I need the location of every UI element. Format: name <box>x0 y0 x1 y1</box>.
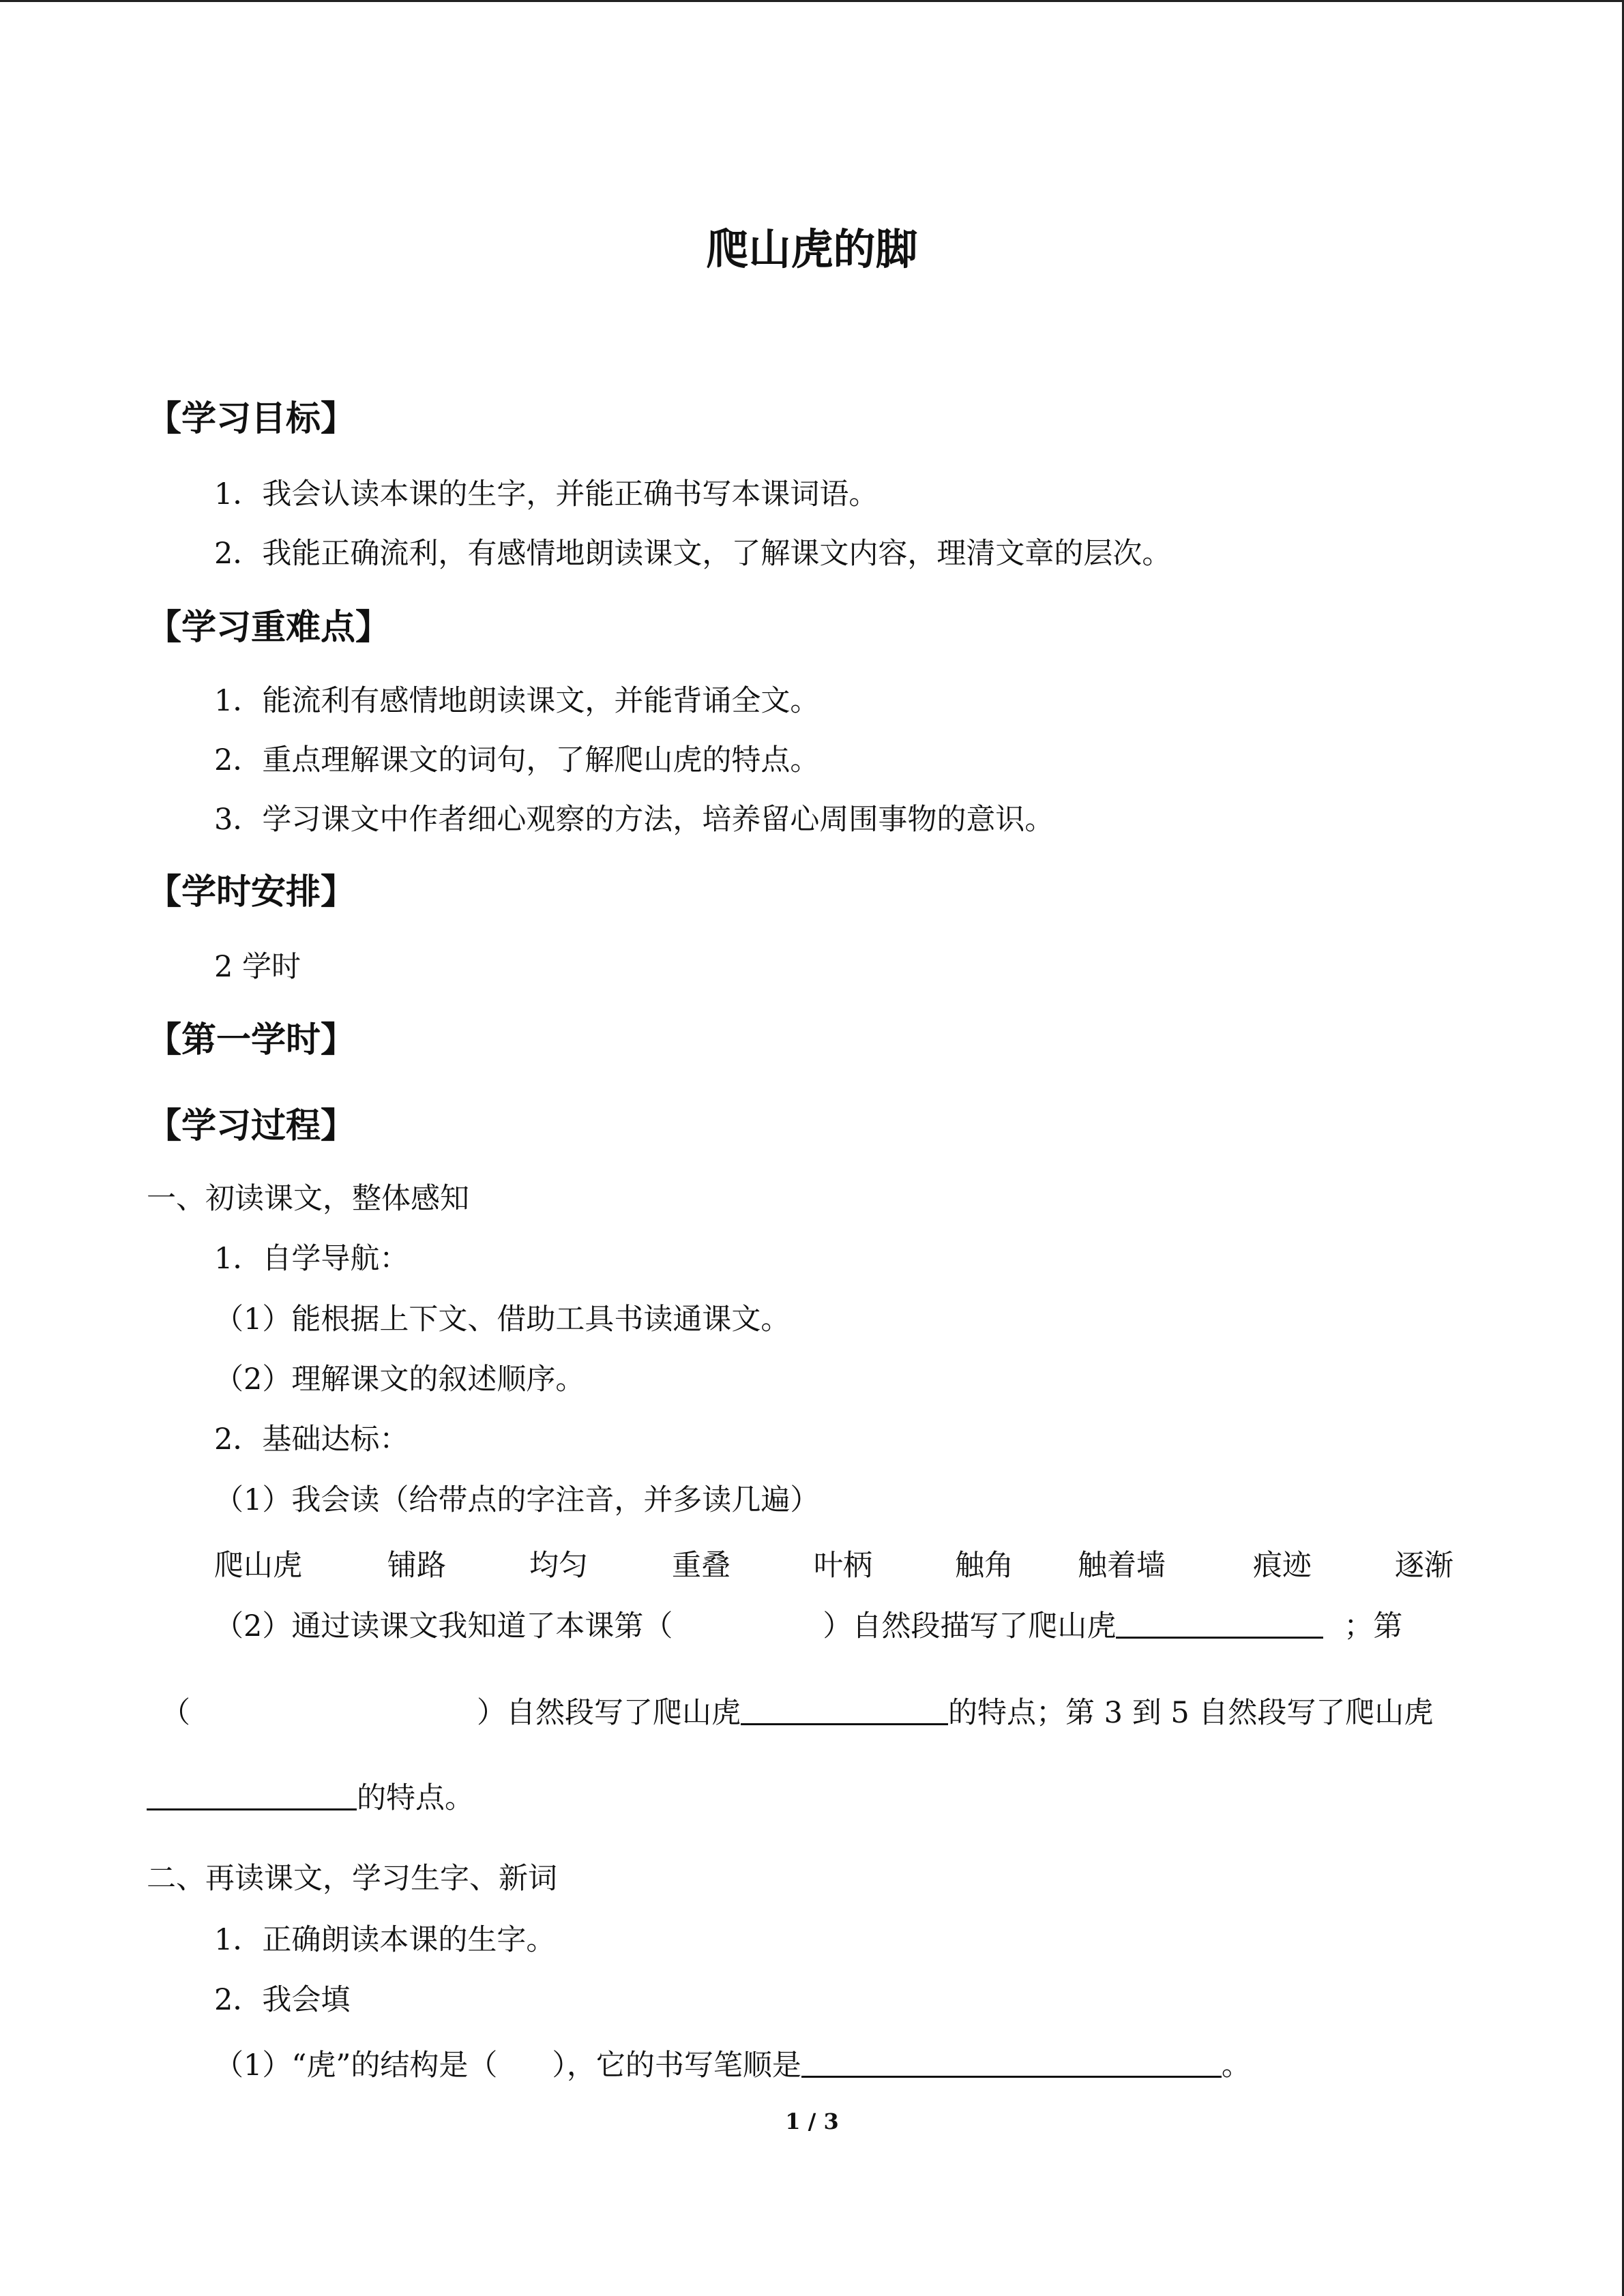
objective-item: 2．我能正确流利，有感情地朗读课文，了解课文内容，理清文章的层次。 <box>214 537 1172 571</box>
vocab-word: 爬山虎 <box>214 1549 302 1583</box>
vocab-word: 痕迹 <box>1253 1549 1312 1583</box>
part2-item: 1．正确朗读本课的生字。 <box>214 1923 556 1957</box>
objectives-heading: 【学习目标】 <box>147 399 356 439</box>
objective-item: 1．我会认读本课的生字，并能正确书写本课词语。 <box>214 477 879 511</box>
fill-text: ）自然段写了爬山虎 <box>477 1696 741 1730</box>
fill-line-1 <box>214 1609 1402 1645</box>
vocab-word: 触着墙 <box>1078 1549 1166 1583</box>
vocab-word: 逐渐 <box>1395 1549 1453 1583</box>
blank-line[interactable] <box>1116 1609 1323 1639</box>
fill-text: （ <box>161 1696 190 1730</box>
key-points-heading: 【学习重难点】 <box>147 608 391 648</box>
blank-line[interactable] <box>741 1696 948 1725</box>
fill-text: ；第 <box>1344 1609 1403 1643</box>
blank-line[interactable] <box>801 2048 1222 2078</box>
fill-text: （2）通过读课文我知道了本课第（ <box>214 1609 673 1643</box>
fill-text: 的特点。 <box>357 1781 474 1815</box>
vocab-word: 重叠 <box>672 1549 730 1583</box>
vocab-word: 均匀 <box>529 1549 588 1583</box>
fill-text: （1）“虎”的结构是（ <box>214 2048 498 2083</box>
fill-text: 的特点；第 3 到 5 自然段写了爬山虎 <box>948 1696 1434 1730</box>
process-heading: 【学习过程】 <box>147 1106 356 1146</box>
vocab-word: 叶柄 <box>814 1549 872 1583</box>
part2-item: 2．我会填 <box>214 1983 351 2017</box>
fill-line-4 <box>214 2048 1251 2084</box>
fill-text: ）自然段描写了爬山虎 <box>823 1609 1117 1643</box>
schedule-text: 2 学时 <box>214 950 301 984</box>
first-period-heading: 【第一学时】 <box>147 1020 356 1060</box>
key-point-item: 3．学习课文中作者细心观察的方法，培养留心周围事物的意识。 <box>214 803 1054 837</box>
vocab-word: 触角 <box>955 1549 1014 1583</box>
part2-title: 二、再读课文，学习生字、新词 <box>147 1862 557 1896</box>
fill-line-2 <box>161 1696 1433 1731</box>
self-study-item: （1）能根据上下文、借助工具书读通课文。 <box>214 1302 791 1337</box>
read-title: （1）我会读（给带点的字注音，并多读几遍） <box>214 1483 820 1517</box>
basic-label: 2．基础达标： <box>214 1422 409 1457</box>
blank-line[interactable] <box>147 1781 357 1810</box>
fill-text: ），它的书写笔顺是 <box>552 2048 801 2083</box>
self-study-item: （2）理解课文的叙述顺序。 <box>214 1362 585 1397</box>
fill-line-3 <box>147 1781 474 1817</box>
page-title: 爬山虎的脚 <box>706 224 918 274</box>
key-point-item: 2．重点理解课文的词句，了解爬山虎的特点。 <box>214 743 820 777</box>
self-study-label: 1．自学导航： <box>214 1242 409 1276</box>
page-number: 1 / 3 <box>785 2108 839 2134</box>
schedule-heading: 【学时安排】 <box>147 872 356 912</box>
key-point-item: 1．能流利有感情地朗读课文，并能背诵全文。 <box>214 684 820 718</box>
vocab-word: 铺路 <box>387 1549 446 1583</box>
part1-title: 一、初读课文，整体感知 <box>147 1182 469 1216</box>
fill-text: 。 <box>1221 2048 1251 2083</box>
